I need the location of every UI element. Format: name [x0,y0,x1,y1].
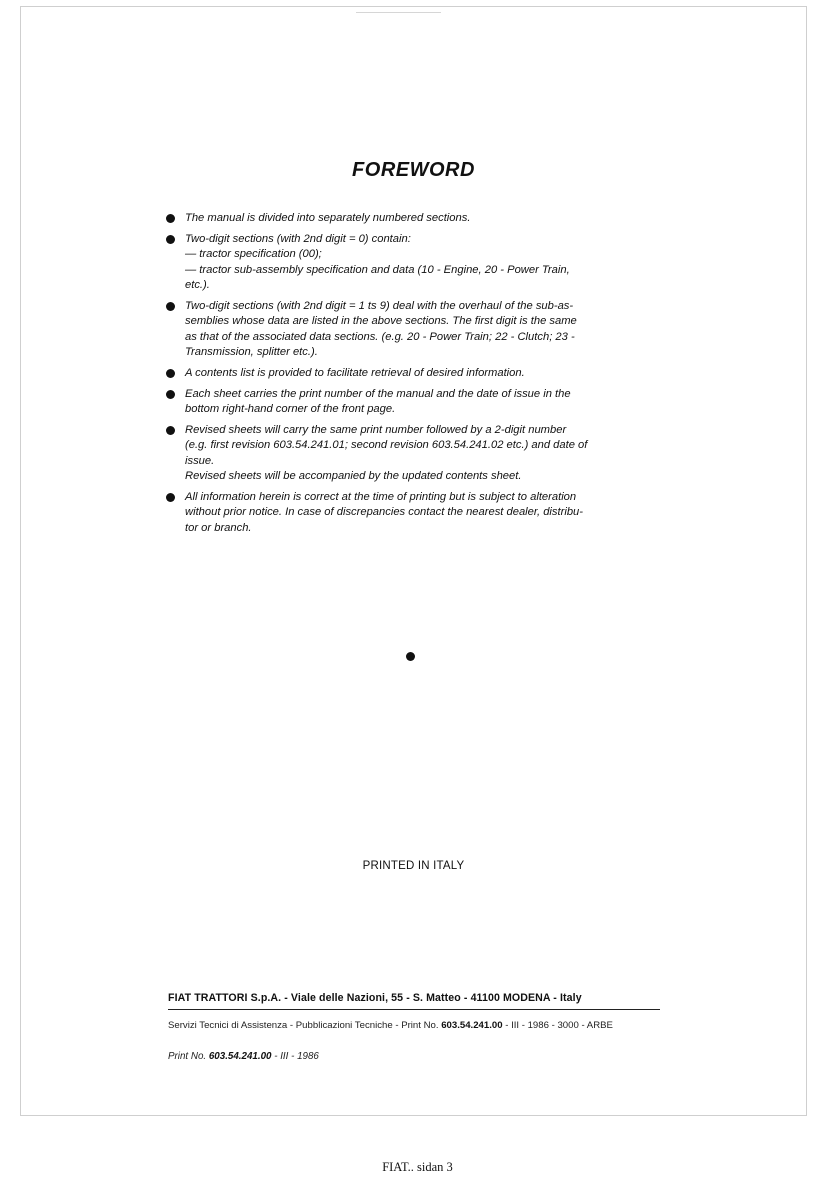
service-line [168,1020,613,1031]
bullet-icon [166,493,175,502]
list-item-line: Revised sheets will be accompanied by the updated contents sheet. [185,470,522,483]
list-item-line: A contents list is provided to facilitate retrieval of desired information. [185,366,525,379]
service-prefix: Servizi Tecnici di Assistenza - Pubblicazioni Tecniche - Print No. [168,1020,442,1031]
list-item-line: — tractor sub-assembly specification and data (10 - Engine, 20 - Power Train, [185,263,570,276]
page-title: FOREWORD [352,159,475,181]
list-item-line: (e.g. first revision 603.54.241.01; second revision 603.54.241.02 etc.) and date of [185,439,588,452]
bullet-icon [166,235,175,244]
print-number-line [168,1051,319,1062]
list-item-line: Two-digit sections (with 2nd digit = 1 ts 9) deal with the overhaul of the sub-as- [185,299,574,312]
list-item-line: without prior notice. In case of discrepancies contact the nearest dealer, distribu- [185,506,583,519]
list-item-line: All information herein is correct at the time of printing but is subject to alteration [185,490,577,503]
bullet-icon [166,302,175,311]
list-item-line: Each sheet carries the print number of the manual and the date of issue in the [185,387,571,400]
list-item-line: Two-digit sections (with 2nd digit = 0) contain: [185,232,411,245]
list-item [166,423,666,485]
dot-mark [406,652,415,661]
footer-divider [168,1009,660,1010]
list-item [166,232,666,294]
company-address: FIAT TRATTORI S.p.A. - Viale delle Nazioni, 55 - S. Matteo - 41100 MODENA - Italy [168,992,582,1004]
list-item [166,211,666,226]
list-item [166,299,666,361]
list-item-line: Transmission, splitter etc.). [185,346,318,359]
document-page [20,6,807,1116]
bullet-icon [166,390,175,399]
bullet-icon [166,369,175,378]
bullet-icon [166,214,175,223]
list-item-line: semblies whose data are listed in the above sections. The first digit is the same [185,315,577,328]
service-suffix: - III - 1986 - 3000 - ARBE [502,1020,613,1031]
printed-in-label: PRINTED IN ITALY [362,860,465,872]
bullet-icon [166,426,175,435]
list-item-line: — tractor specification (00); [185,248,322,261]
list-item [166,490,666,536]
list-item [166,387,666,418]
list-item-line: tor or branch. [185,521,252,534]
list-item-line: The manual is divided into separately numbered sections. [185,212,471,224]
service-print-number: 603.54.241.00 [441,1020,503,1031]
print-number-prefix: Print No. [168,1051,209,1062]
list-item [166,366,666,381]
print-number-value: 603.54.241.00 [208,1051,272,1062]
list-item-line: issue. [185,454,215,467]
foreword-list [166,211,666,541]
scan-mark [356,12,441,13]
list-item-line: etc.). [185,279,210,292]
print-number-suffix: - III - 1986 [271,1051,319,1062]
page-caption: FIAT.. sidan 3 [382,1160,453,1174]
list-item-line: Revised sheets will carry the same print number followed by a 2-digit number [185,423,567,436]
list-item-line: bottom right-hand corner of the front page. [185,403,396,416]
list-item-line: as that of the associated data sections. (e.g. 20 - Power Train; 22 - Clutch; 23 - [185,330,575,343]
